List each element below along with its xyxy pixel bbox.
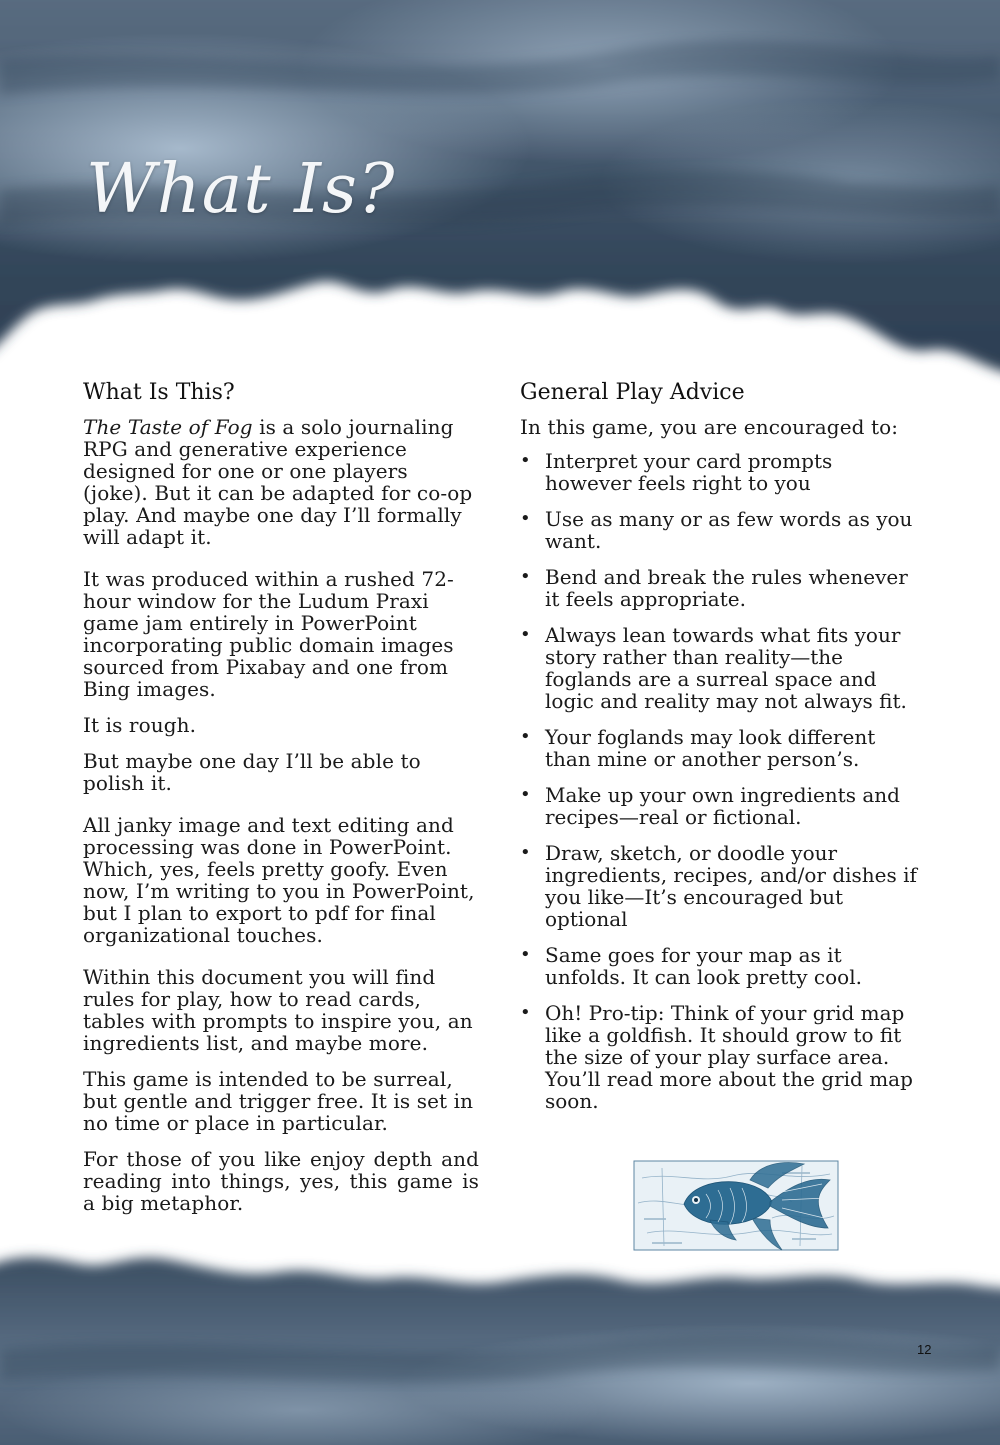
list-item xyxy=(520,726,920,770)
bullet-icon: • xyxy=(520,842,531,863)
page-number: 12 xyxy=(917,1342,932,1357)
intro-text: is a solo journaling RPG and generative experience designed for one or one players (joke). But it can be adapted for co-op play. And maybe one day I’ll formally will adapt it. xyxy=(83,415,473,549)
list-item-text: Make up your own ingredients and recipes—real or fictional. xyxy=(545,783,900,829)
section-heading-what-is-this: What Is This? xyxy=(83,380,235,405)
section-heading-general-play-advice: General Play Advice xyxy=(520,380,745,405)
list-item-text: Use as many or as few words as you want. xyxy=(545,507,913,553)
list-item-text: Same goes for your map as it unfolds. It can look pretty cool. xyxy=(545,943,862,989)
left-column xyxy=(83,380,479,1228)
fog-banner-bottom xyxy=(0,1230,1000,1445)
list-item xyxy=(520,944,920,988)
bullet-icon: • xyxy=(520,450,531,471)
advice-list xyxy=(520,450,920,1112)
bullet-icon: • xyxy=(520,508,531,529)
list-item-text: Draw, sketch, or doodle your ingredients, recipes, and/or dishes if you like—It’s encouraged but optional xyxy=(545,841,917,931)
list-item xyxy=(520,1002,920,1112)
paragraph-polish: But maybe one day I’ll be able to polish it. xyxy=(83,749,421,795)
page-title: What Is? xyxy=(86,150,396,229)
list-item xyxy=(520,566,920,610)
list-item xyxy=(520,450,920,494)
list-item-text: Interpret your card prompts however feels right to you xyxy=(545,449,833,495)
intro-paragraph xyxy=(83,416,479,548)
paragraph-janky-editing: All janky image and text editing and processing was done in PowerPoint. Which, yes, feels pretty goofy. Even now, I’m writing to you in PowerPoint, but I plan to export to pdf for final organizational touches. xyxy=(83,813,475,947)
list-item-text: Always lean towards what fits your story rather than reality—the foglands are a surreal space and logic and reality may not always fit. xyxy=(545,623,907,713)
game-title-italic: The Taste of Fog xyxy=(83,415,253,439)
paragraph-document-contents: Within this document you will find rules for play, how to read cards, tables with prompts to inspire you, an ingredients list, and maybe more. xyxy=(83,965,473,1055)
bullet-icon: • xyxy=(520,726,531,747)
list-item xyxy=(520,624,920,712)
paragraph-metaphor: For those of you like enjoy depth and reading into things, yes, this game is a big metaphor. xyxy=(83,1147,479,1215)
paragraph-production: It was produced within a rushed 72-hour window for the Ludum Praxi game jam entirely in PowerPoint incorporating public domain images sourced from Pixabay and one from Bing images. xyxy=(83,567,454,701)
right-column xyxy=(520,380,920,1126)
list-item xyxy=(520,842,920,930)
paragraph-rough: It is rough. xyxy=(83,713,197,737)
bullet-icon: • xyxy=(520,784,531,805)
list-item xyxy=(520,784,920,828)
list-item xyxy=(520,508,920,552)
bullet-icon: • xyxy=(520,624,531,645)
advice-intro: In this game, you are encouraged to: xyxy=(520,415,899,439)
bullet-icon: • xyxy=(520,944,531,965)
bullet-icon: • xyxy=(520,1002,531,1023)
bullet-icon: • xyxy=(520,566,531,587)
paragraph-surreal: This game is intended to be surreal, but gentle and trigger free. It is set in no time or place in particular. xyxy=(83,1067,474,1135)
list-item-text: Oh! Pro-tip: Think of your grid map like a goldfish. It should grow to fit the size of your play surface area. You’ll read more about the grid map soon. xyxy=(545,1001,913,1113)
list-item-text: Your foglands may look different than mine or another person’s. xyxy=(545,725,876,771)
list-item-text: Bend and break the rules whenever it feels appropriate. xyxy=(545,565,908,611)
